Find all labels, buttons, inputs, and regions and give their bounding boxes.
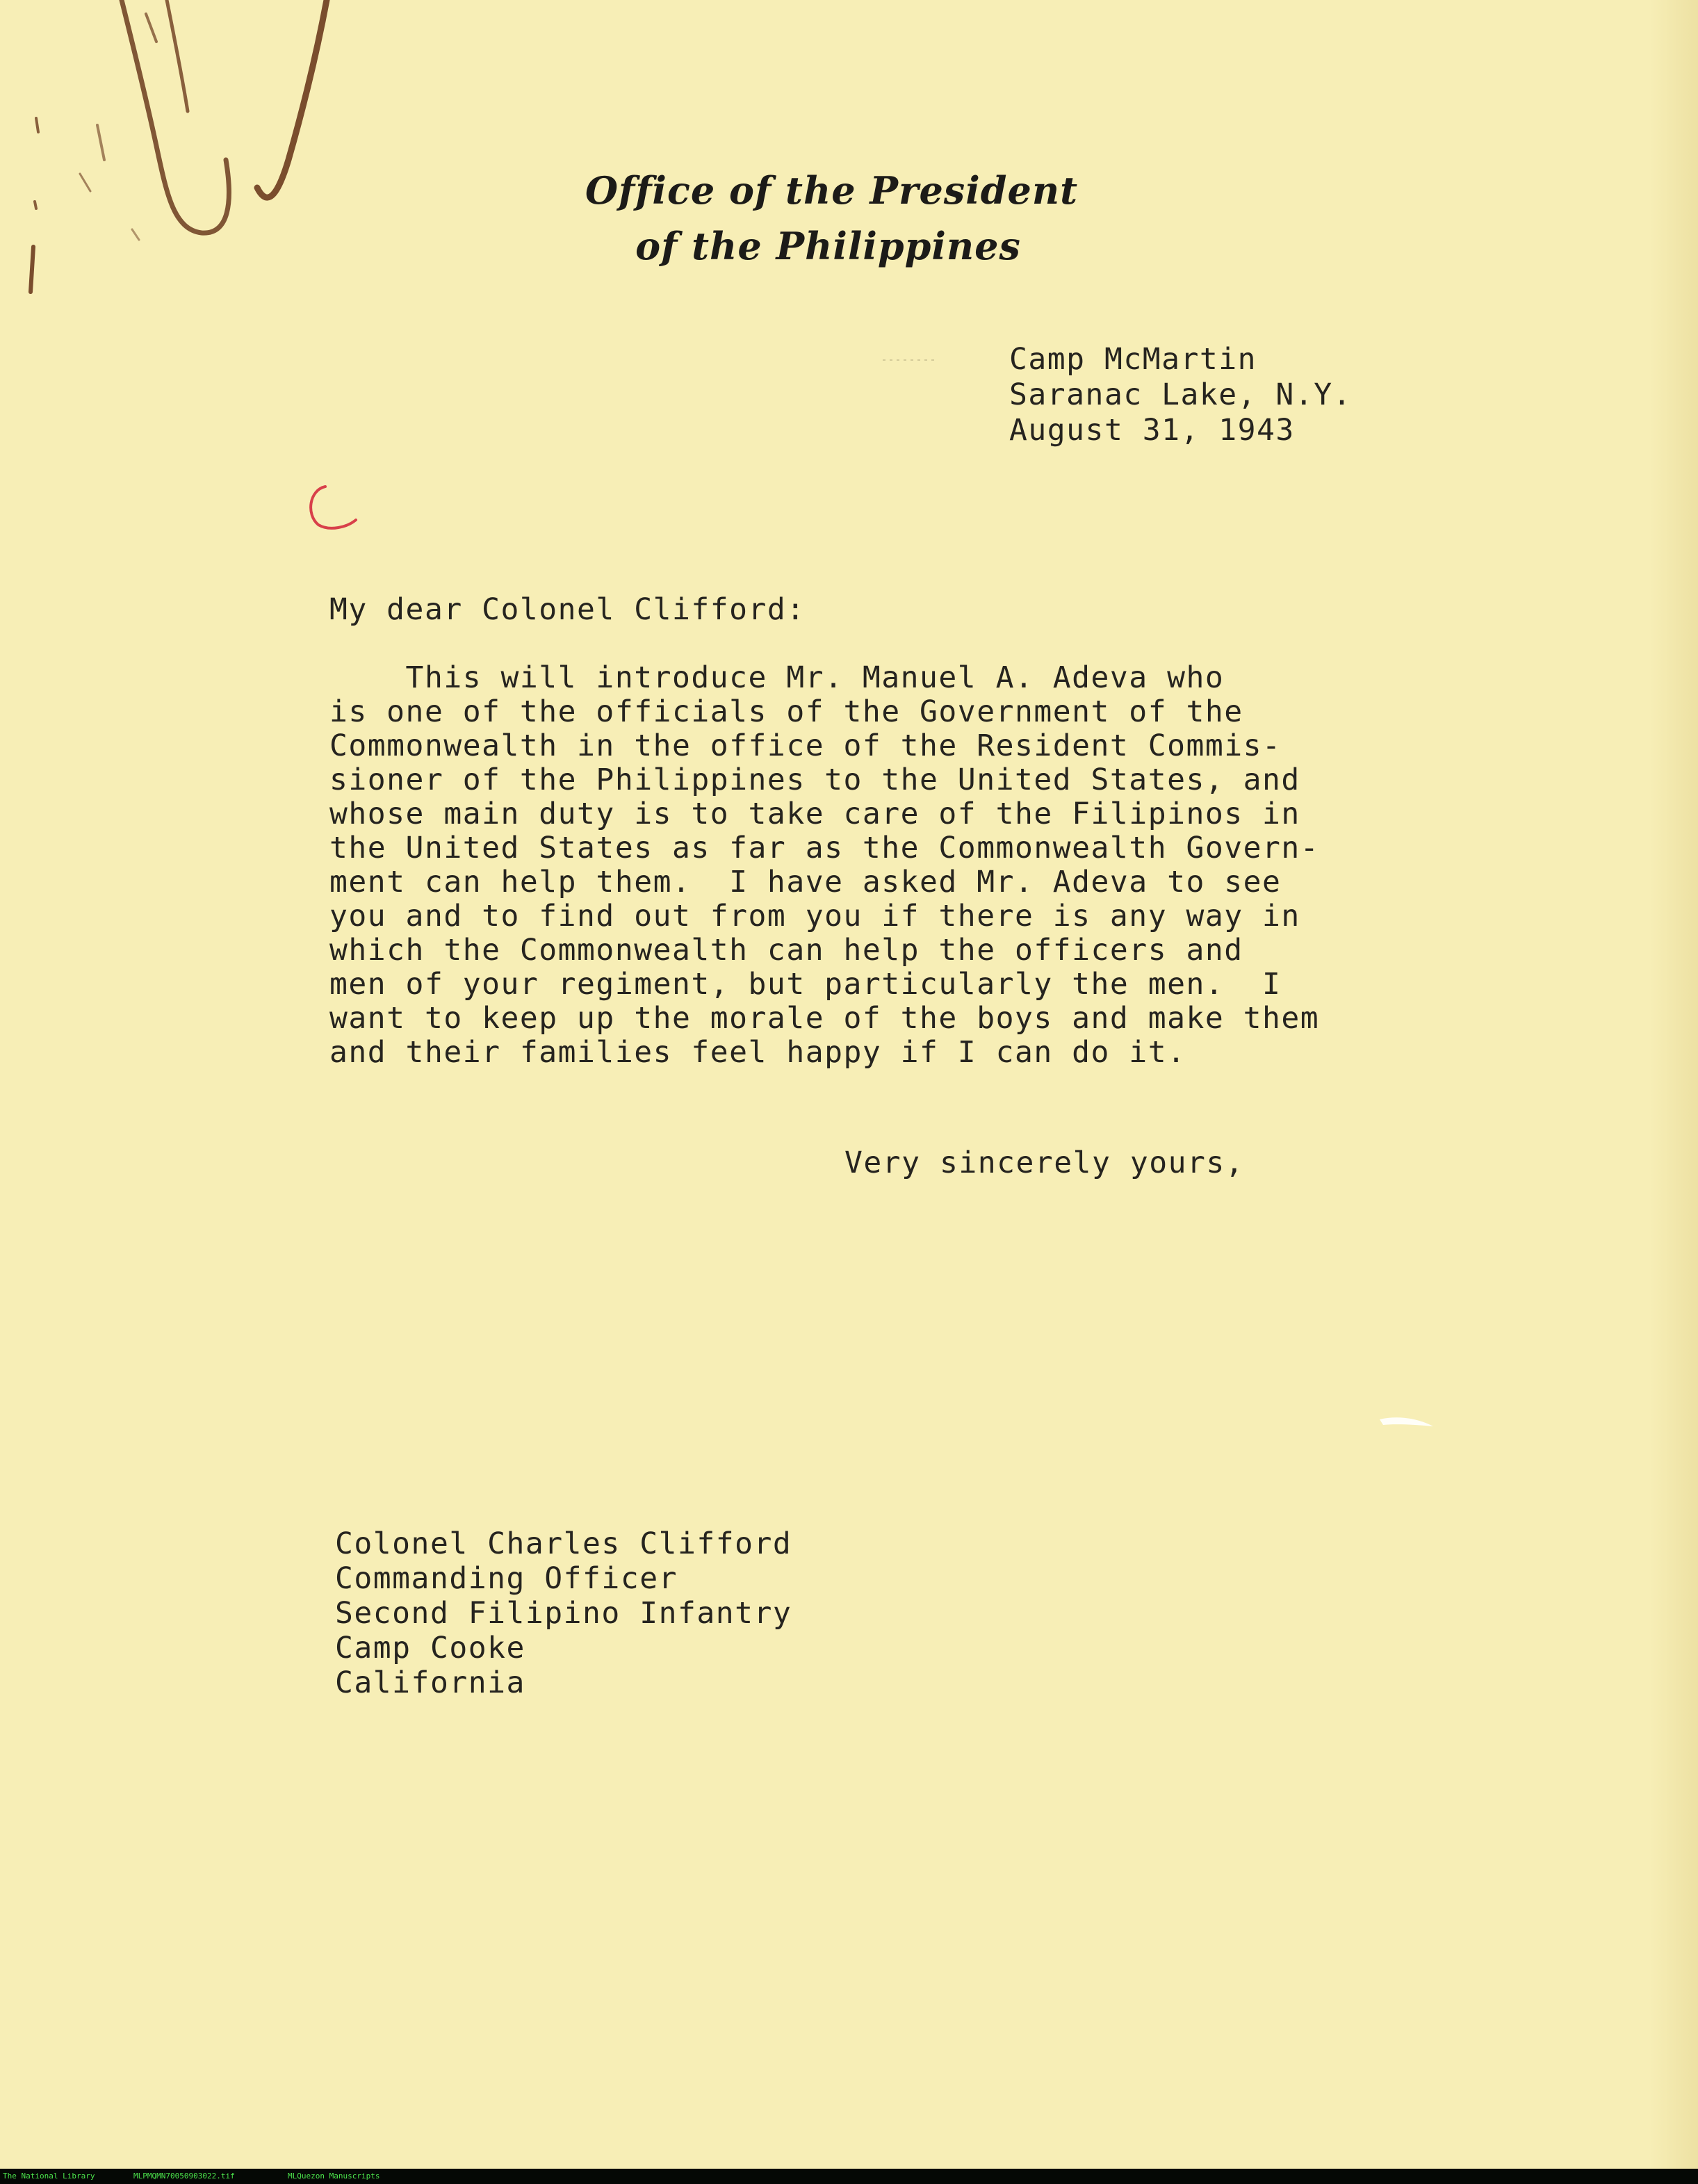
recipient-camp: Camp Cooke	[335, 1631, 525, 1665]
paper-speck	[1380, 1417, 1433, 1426]
letterhead-line-2	[0, 224, 1698, 268]
body-line: you and to find out from you if there is any way in	[329, 899, 1300, 934]
footer-filename: MLPMQMN70050903022.tif	[133, 2171, 235, 2181]
scan-footer-bar	[0, 2169, 1698, 2184]
letterhead-text-1: Office of the President	[585, 168, 1079, 213]
footer-collection: MLQuezon Manuscripts	[288, 2171, 380, 2181]
letterhead-text-2: of the Philippines	[635, 224, 1021, 268]
body-line: and their families feel happy if I can do it.	[329, 1035, 1186, 1070]
address-line-1: Camp McMartin	[1009, 342, 1257, 377]
body-line: This will introduce Mr. Manuel A. Adeva who	[329, 660, 1225, 695]
body-line: whose main duty is to take care of the Filipinos in	[329, 797, 1300, 831]
recipient-state: California	[335, 1665, 525, 1700]
red-margin-mark	[311, 487, 356, 528]
body-line: men of your regiment, but particularly the men. I	[329, 967, 1282, 1002]
body-line: which the Commonwealth can help the officers and	[329, 933, 1243, 968]
letterhead-line-1	[0, 168, 1698, 213]
body-line: want to keep up the morale of the boys and make them	[329, 1001, 1320, 1036]
date-line: August 31, 1943	[1009, 413, 1295, 448]
footer-library: The National Library	[3, 2171, 95, 2181]
recipient-unit: Second Filipino Infantry	[335, 1596, 792, 1631]
address-line-2: Saranac Lake, N.Y.	[1009, 377, 1352, 412]
body-line: sioner of the Philippines to the United States, and	[329, 763, 1300, 797]
recipient-title: Commanding Officer	[335, 1561, 678, 1596]
body-line: Commonwealth in the office of the Resident Commis-	[329, 728, 1282, 763]
body-line: ment can help them. I have asked Mr. Adeva to see	[329, 865, 1282, 899]
recipient-name: Colonel Charles Clifford	[335, 1526, 792, 1561]
body-line: the United States as far as the Commonwealth Govern-	[329, 831, 1320, 865]
salutation: My dear Colonel Clifford:	[329, 592, 806, 627]
closing: Very sincerely yours,	[844, 1146, 1245, 1180]
body-line: is one of the officials of the Government of the	[329, 694, 1243, 729]
